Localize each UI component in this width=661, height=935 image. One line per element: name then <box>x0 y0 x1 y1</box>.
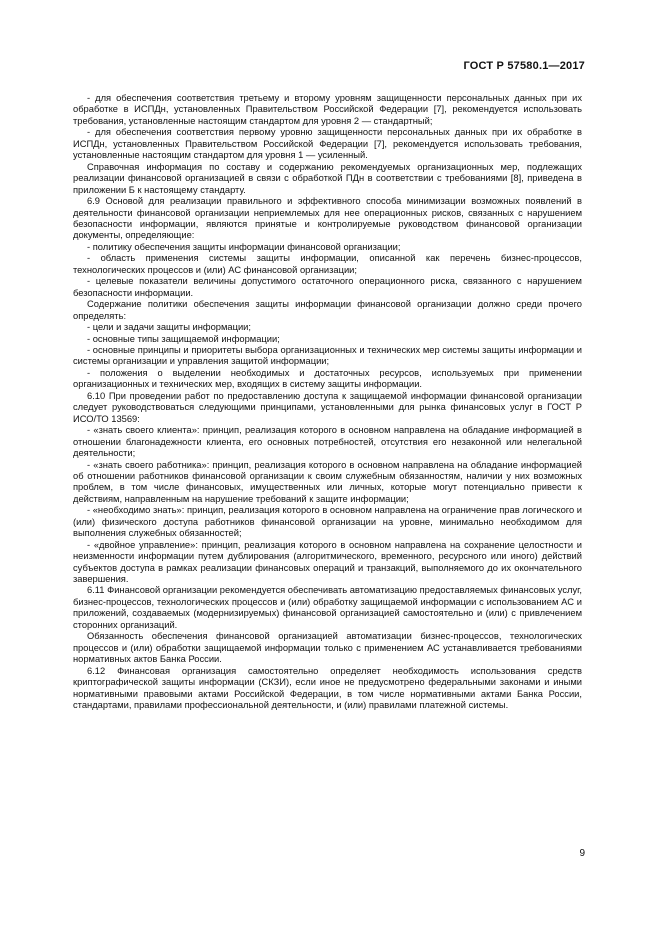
paragraph: - целевые показатели величины допустимого остаточного операционного риска, связанного с нарушением безопасности информации. <box>73 276 582 298</box>
paragraph: - основные типы защищаемой информации; <box>87 333 280 344</box>
paragraph: - «двойное управление»: принцип, реализация которого в основном направлена на сохранение целостности и неизменности информации путем дублирования (алгоритмического, временного, ресурсного или иного) действий субъектов доступа в рамках реализации финансовых операций и транзакций, выполняемого до их окончательного завершения. <box>73 539 582 585</box>
document-id: ГОСТ Р 57580.1—2017 <box>463 60 585 72</box>
paragraph: 6.10 При проведении работ по предоставлению доступа к защищаемой информации финансовой организации следует руководствоваться следующими принципами, установленными для рынка финансовых услуг в ГОСТ Р ИСО/ТО 13569: <box>73 390 582 424</box>
paragraph: - «необходимо знать»: принцип, реализация которого в основном направлена на ограничение прав логического и (или) физического доступа работников финансовой организации на уровне, минимально необходимом для выполнения служебных обязанностей; <box>73 505 582 539</box>
paragraph: - «знать своего работника»: принцип, реализация которого в основном направлена на обладание информацией об отношении работников финансовой организации к своим служебным обязанностям, наличии у них возможных проблем, в том числе финансовых, имущественных или личных, которые могут потенциально привести к действиям, направленным на нарушение требований к защите информации; <box>73 459 582 504</box>
body-text <box>73 93 582 711</box>
paragraph: Содержание политики обеспечения защиты информации финансовой организации должно среди прочего определять: <box>73 299 582 321</box>
paragraph: Справочная информация по составу и содержанию рекомендуемых организационных мер, подлежащих реализации финансовой организацией в связи с обработкой ПДн в соответствии с требованиями [8], приведена в приложении Б к настоящему стандарту. <box>73 161 582 195</box>
paragraph: - «знать своего клиента»: принцип, реализация которого в основном направлена на обладание информацией в отношении благонадежности клиента, его основных потребностей, отсутствия его незаконной или нелегальной деятельности; <box>73 425 582 459</box>
paragraph: 6.11 Финансовой организации рекомендуется обеспечивать автоматизацию предоставляемых финансовых услуг, бизнес-процессов, технологических процессов и (или) обработку защищаемой информации с использованием АС и приложений, создаваемых (модернизируемых) финансовой организацией самостоятельно и (или) с привлечением сторонних организаций. <box>73 585 582 630</box>
paragraph: - для обеспечения соответствия третьему и второму уровням защищенности персональных данных при их обработке в ИСПДн, установленных Правительством Российской Федерации [7], рекомендуется использовать требования, установленные настоящим стандартом для уровня 2 — стандартный; <box>73 93 582 126</box>
paragraph: 6.12 Финансовая организация самостоятельно определяет необходимость использования средств криптографической защиты информации (СКЗИ), если иное не предусмотрено федеральными законами и иными нормативными правовыми актами Российской Федерации, в том числе нормативными актами Банка России, стандартами, правилами профессиональной деятельности, и (или) правилами платежной системы. <box>73 665 582 711</box>
paragraph: 6.9 Основой для реализации правильного и эффективного способа минимизации возможных появлений в деятельности финансовой организации неприемлемых для нее операционных рисков, связанных с нарушением безопасности информации, являются принятые и контролируемые руководством финансовой организации документы, определяющие: <box>73 196 582 241</box>
paragraph: - для обеспечения соответствия первому уровню защищенности персональных данных при их обработке в ИСПДн, установленных Правительством Российской Федерации [7], рекомендуется использовать требования, установленные настоящим стандартом для уровня 1 — усиленный. <box>73 127 582 161</box>
page-number: 9 <box>579 848 585 859</box>
paragraph: - основные принципы и приоритеты выбора организационных и технических мер системы защиты информации и системы организации и управления защитой информации; <box>73 344 582 367</box>
paragraph: Обязанность обеспечения финансовой организацией автоматизации бизнес-процессов, технологических процессов и (или) обработки защищаемой информации только с применением АС устанавливается требованиями нормативных актов Банка России. <box>73 631 582 665</box>
paragraph: - цели и задачи защиты информации; <box>87 322 251 333</box>
paragraph: - политику обеспечения защиты информации финансовой организации; <box>87 241 401 252</box>
paragraph: - положения о выделении необходимых и достаточных ресурсов, используемых при применении организационных и технических мер, входящих в систему защиты информации. <box>73 367 582 390</box>
paragraph: - область применения системы защиты информации, описанной как перечень бизнес-процессов, технологических процессов и (или) АС финансовой организации; <box>73 253 582 275</box>
